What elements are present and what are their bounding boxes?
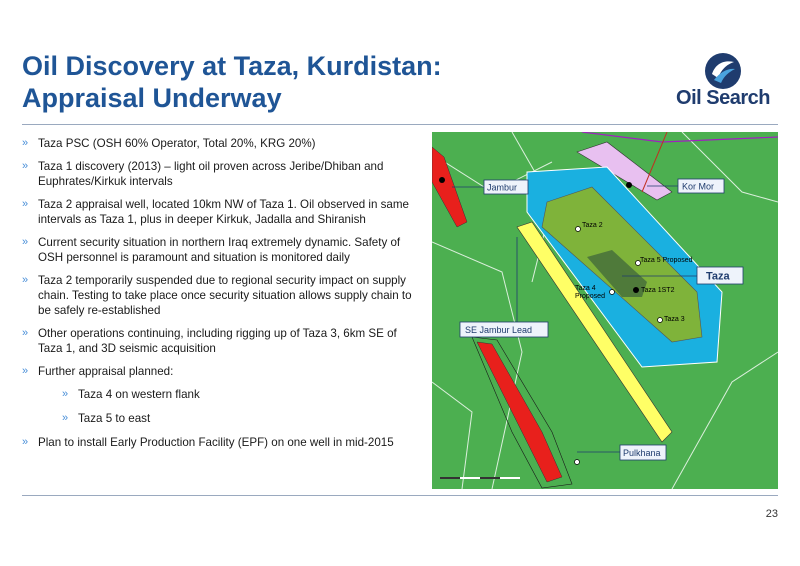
bullet-item	[22, 435, 422, 450]
chevron-icon: »	[22, 365, 29, 377]
well-taza1st2-icon	[633, 287, 639, 293]
bullet-text: Other operations continuing, including rigging up of Taza 3, 6km SE of Taza 1, and 3D seismic acquisition	[38, 327, 397, 355]
well-taza4-icon	[610, 290, 615, 295]
well-pulkhana-icon	[575, 460, 580, 465]
chevron-icon: »	[62, 412, 69, 424]
bullet-item	[22, 136, 422, 151]
bullet-text: Taza 2 appraisal well, located 10km NW of Taza 1. Oil observed in same intervals as Taza 1, plus in deeper Kirkuk, Jadalla and Shiranish	[38, 198, 409, 226]
page-number: 23	[765, 508, 778, 520]
bullet-item	[22, 273, 422, 318]
bullet-text: Taza 1 discovery (2013) – light oil proven across Jeribe/Dhiban and Euphrates/Kirkuk intervals	[38, 160, 384, 188]
well-label-taza4-proposed: Proposed	[575, 293, 605, 300]
bullet-list	[22, 136, 422, 458]
chevron-icon: »	[22, 160, 29, 172]
taza-field-map	[432, 132, 778, 489]
well-taza3-icon	[658, 318, 663, 323]
bullet-item	[22, 159, 422, 189]
logo-mark-icon	[704, 52, 742, 90]
chevron-icon: »	[62, 388, 69, 400]
chevron-icon: »	[22, 236, 29, 248]
well-label-taza3: Taza 3	[664, 316, 685, 323]
well-label-taza1st2: Taza 1ST2	[641, 287, 675, 294]
well-label-taza5: Taza 5 Proposed	[640, 257, 693, 264]
slide-title-line-1: Oil Discovery at Taza, Kurdistan:	[22, 51, 442, 81]
bullet-text: Current security situation in northern Iraq extremely dynamic. Safety of OSH personnel is paramount and situation is monitored daily	[38, 236, 401, 264]
well-kor-mor-icon	[626, 182, 632, 188]
slide-title	[22, 50, 502, 114]
chevron-icon: »	[22, 274, 29, 286]
oil-search-logo	[668, 52, 778, 112]
well-label-taza2: Taza 2	[582, 222, 603, 229]
chevron-icon: »	[22, 327, 29, 339]
header-divider	[22, 124, 778, 125]
logo-text: Oil Search	[676, 87, 770, 109]
bullet-text: Taza 2 temporarily suspended due to regional security impact on supply chain. Testing to take place once security situation allows supply chain to be safely re-established	[38, 274, 412, 317]
well-taza2-icon	[576, 227, 581, 232]
callout-pulkhana: Pulkhana	[623, 448, 661, 458]
bullet-text: Further appraisal planned:	[38, 365, 174, 378]
bullet-text: Taza PSC (OSH 60% Operator, Total 20%, KRG 20%)	[38, 137, 316, 150]
sub-bullet-text: Taza 4 on western flank	[78, 388, 200, 401]
chevron-icon: »	[22, 436, 29, 448]
sub-bullet-item	[22, 387, 422, 402]
bullet-item	[22, 326, 422, 356]
callout-kor-mor: Kor Mor	[682, 181, 715, 192]
sub-bullet-text: Taza 5 to east	[78, 412, 151, 425]
bullet-item	[22, 364, 422, 379]
scale-bar	[440, 477, 520, 479]
chevron-icon: »	[22, 137, 29, 149]
slide-title-line-2: Appraisal Underway	[22, 83, 282, 113]
bullet-item	[22, 197, 422, 227]
well-jambur-icon	[439, 177, 445, 183]
callout-se-jambur-lead: SE Jambur Lead	[465, 325, 533, 335]
bullet-text: Plan to install Early Production Facility (EPF) on one well in mid-2015	[38, 436, 394, 449]
callout-taza: Taza	[706, 270, 730, 283]
chevron-icon: »	[22, 198, 29, 210]
bullet-item	[22, 235, 422, 265]
sub-bullet-item	[22, 411, 422, 426]
callout-jambur: Jambur	[487, 182, 518, 193]
footer-divider	[22, 495, 778, 496]
well-label-taza4: Taza 4	[575, 285, 596, 292]
